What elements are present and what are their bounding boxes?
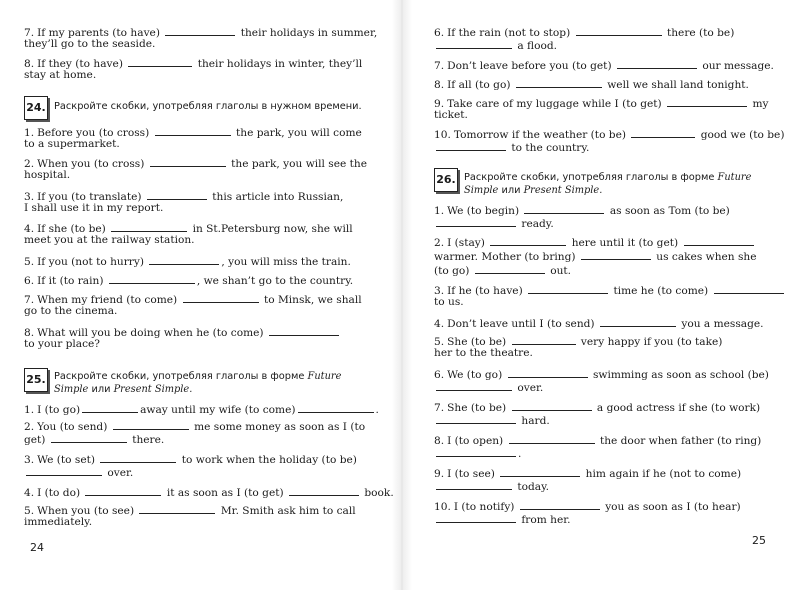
- list-item: 3. If he (to have) time he (to come): [434, 283, 774, 298]
- list-item-cont: stay at home.: [24, 69, 97, 81]
- exercise-task: Раскройте скобки, употребляя глаголы в форме Future Simple или Present Simple.: [464, 172, 752, 196]
- list-item: 4. Don’t leave until I (to send) you a message.: [434, 318, 764, 330]
- exercise-number-badge: 26.: [434, 168, 458, 192]
- list-item: 3. We (to set) to work when the holiday (to be): [24, 454, 357, 466]
- list-item: 5. When you (to see) Mr. Smith ask him to call: [24, 505, 356, 517]
- list-item: 2. You (to send) me some money as soon as I (to: [24, 421, 366, 433]
- list-item: 9. I (to see) him again if he (not to come): [434, 468, 742, 480]
- list-item-cont: they’ll go to the seaside.: [24, 38, 156, 50]
- page-number: 24: [30, 541, 44, 554]
- list-item: 1. We (to begin) as soon as Tom (to be): [434, 205, 730, 217]
- exercise-task: Раскройте скобки, употребляя глаголы в форме Future Simple или Present Simple.: [54, 371, 342, 395]
- list-item: 1. I (to go) away until my wife (to come) .: [24, 404, 379, 416]
- list-item: 8. What will you be doing when he (to come): [24, 325, 364, 340]
- list-item: 5. If you (not to hurry) , you will miss the train.: [24, 256, 351, 268]
- exercise-task: Раскройте скобки, употребляя глаголы в нужном времени.: [54, 101, 362, 112]
- list-item: 10. Tomorrow if the weather (to be) good we (to be): [434, 129, 785, 141]
- list-item: 8. I (to open) the door when father (to ring): [434, 435, 762, 447]
- list-item: 7. Don’t leave before you (to get) our message.: [434, 60, 774, 72]
- right-page: 6. If the rain (not to stop) there (to be) a flood. 7. Don’t leave before you (to get) our message. 8. If all (to go) well we shall land tonight. 9. Take care of my luggage while I (to get) my ticket. 10. Tomorrow if the weather (to be) good we (to be) to the country. 26. Раскройте скобки, употребляя глаголы в форме Future Simple или Present Simple. 1. We (to begin) as soon as Tom (to be) ready. 2. I (stay) here until it (to get) warmer. Mother (to bring) us cakes when she (to go) out. 3. If he (to have) time he (to come) to us. 4. Don’t leave until I (to send) you a message. 5. She (to be) very happy if you (to take) her to the theatre. 6. We (to go) swimming as soon as school (be) over. 7. She (to be) a good actress if she (to work) hard. 8. I (to open) the door when father (to ring) . 9. I (to see) him again if he (not to come) today. 10. I (to notify) you as soon as I (to hear) from her. 25: [434, 27, 785, 547]
- page-number: 25: [752, 534, 766, 547]
- list-item: 6. We (to go) swimming as soon as school (be): [434, 369, 769, 381]
- list-item: 8. If they (to have) their holidays in winter, they’ll: [24, 58, 363, 70]
- exercise-number-badge: 24.: [24, 96, 48, 120]
- list-item: 4. If she (to be) in St.Petersburg now, she will: [24, 223, 353, 235]
- list-item: 1. Before you (to cross) the park, you will come: [24, 127, 362, 139]
- list-item: 2. When you (to cross) the park, you will see the: [24, 158, 367, 170]
- list-item: 7. When my friend (to come) to Minsk, we shall: [24, 294, 362, 306]
- list-item: 7. If my parents (to have) their holidays in summer,: [24, 27, 378, 39]
- list-item: 3. If you (to translate) this article into Russian,: [24, 191, 344, 203]
- list-item: 5. She (to be) very happy if you (to take): [434, 336, 723, 348]
- exercise-number-badge: 25.: [24, 368, 48, 392]
- list-item: 8. If all (to go) well we shall land tonight.: [434, 79, 749, 91]
- list-item: 6. If the rain (not to stop) there (to be): [434, 27, 735, 39]
- list-item: 7. She (to be) a good actress if she (to work): [434, 402, 761, 414]
- list-item: 10. I (to notify) you as soon as I (to hear): [434, 501, 741, 513]
- list-item: 6. If it (to rain) , we shan’t go to the country.: [24, 275, 354, 287]
- left-page: 7. If my parents (to have) their holidays in summer, they’ll go to the seaside. 8. If they (to have) their holidays in winter, they’ll stay at home. 24. Раскройте скобки, употребляя глаголы в нужном времени. 1. Before you (to cross) the park, you will come to a supermarket. 2. When you (to cross) the park, you will see the hospital. 3. If you (to translate) this article into Russian, I shall use it in my report. 4. If she (to be) in St.Petersburg now, she will meet you at the railway station. 5. If you (not to hurry) , you will miss the train. 6. If it (to rain) , we shan’t go to the country. 7. When my friend (to come) to Minsk, we shall go to the cinema. 8. What will you be doing when he (to come) to your place? 25. Раскройте скобки, употребляя глаголы в форме Future Simple или Present Simple. 1. I (to go) away until my wife (to come) . 2. You (to send) me some money as soon as I (to get) there. 3. We (to set) to work when the holiday (to be) over. 4. I (to do) it as soon as I (to get) book. 5. When you (to see) Mr. Smith ask him to call immediately. 24: [24, 27, 394, 554]
- list-item: 9. Take care of my luggage while I (to get) my: [434, 98, 769, 110]
- book-gutter: [392, 0, 412, 590]
- list-item: 2. I (stay) here until it (to get): [434, 235, 774, 250]
- list-item: 4. I (to do) it as soon as I (to get) book.: [24, 487, 394, 499]
